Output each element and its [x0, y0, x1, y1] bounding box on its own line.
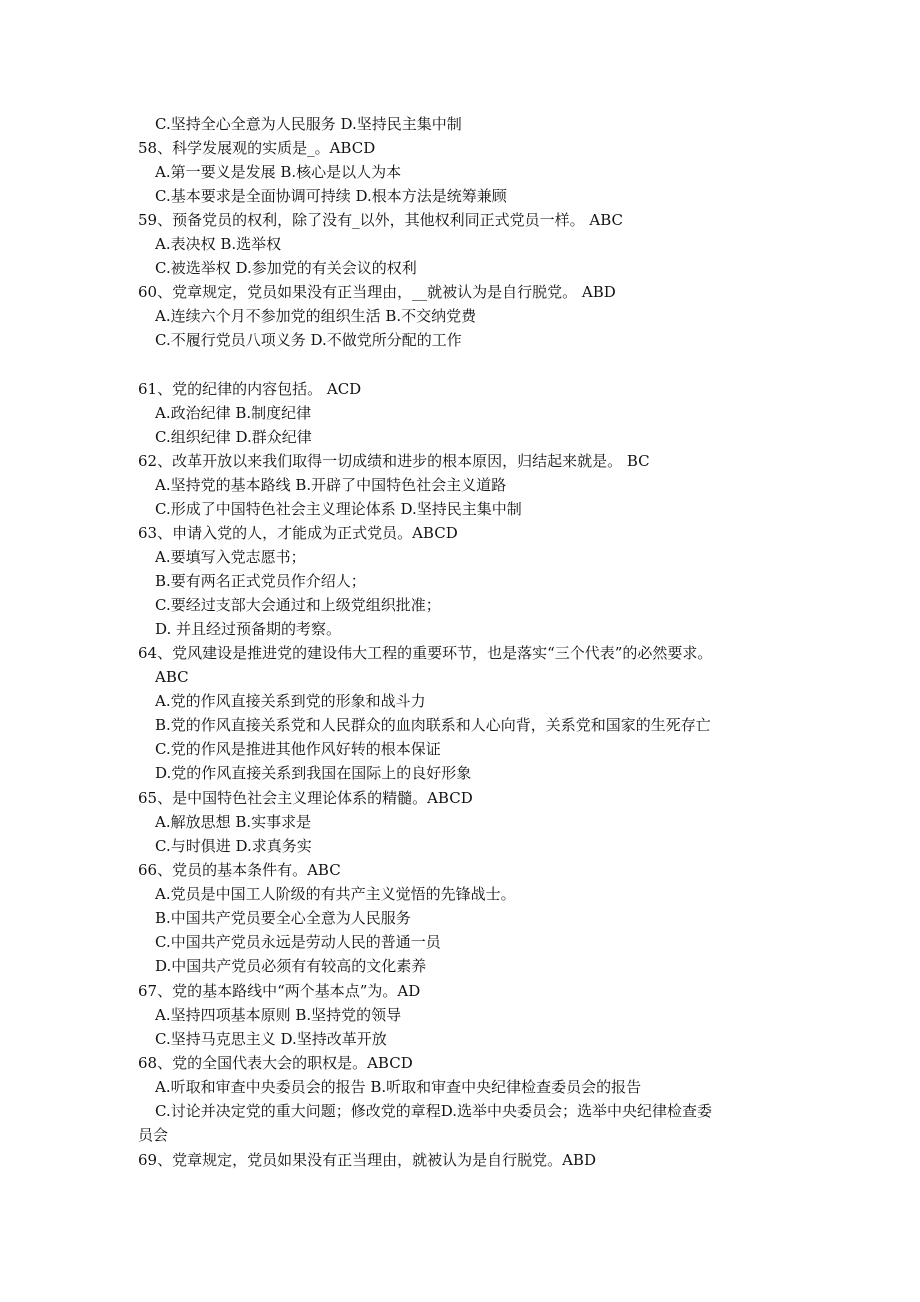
q66-option-c: C.中国共产党员永远是劳动人民的普通一员	[155, 933, 441, 951]
q66-option-b: B.中国共产党员要全心全意为人民服务	[155, 909, 411, 927]
q62-option-ab: A.坚持党的基本路线 B.开辟了中国特色社会主义道路	[155, 476, 507, 494]
q68-option-cd: C.讨论并决定党的重大问题；修改党的章程D.选举中央委员会；选举中央纪律检查委	[155, 1102, 712, 1120]
q59-option-ab: A.表决权 B.选举权	[155, 235, 282, 253]
q65-option-ab: A.解放思想 B.实事求是	[155, 813, 312, 831]
q58-option-cd: C.基本要求是全面协调可持续 D.根本方法是统筹兼顾	[155, 187, 507, 205]
q65-option-cd: C.与时俱进 D.求真务实	[155, 837, 312, 855]
q58-option-ab: A.第一要义是发展 B.核心是以人为本	[155, 163, 402, 181]
q66-option-a: A.党员是中国工人阶级的有共产主义觉悟的先锋战士。	[155, 885, 516, 903]
q69-question: 69、党章规定，党员如果没有正当理由，就被认为是自行脱党。ABD	[138, 1151, 596, 1169]
q61-question: 61、党的纪律的内容包括。 ACD	[138, 380, 362, 398]
q60-option-cd: C.不履行党员八项义务 D.不做党所分配的工作	[155, 331, 462, 349]
q63-option-b: B.要有两名正式党员作介绍人；	[155, 572, 366, 590]
q67-option-cd: C.坚持马克思主义 D.坚持改革开放	[155, 1030, 387, 1048]
q63-option-c: C.要经过支部大会通过和上级党组织批准；	[155, 596, 441, 614]
q67-option-ab: A.坚持四项基本原则 B.坚持党的领导	[155, 1006, 402, 1024]
q64-option-b: B.党的作风直接关系党和人民群众的血肉联系和人心向背，关系党和国家的生死存亡	[155, 716, 711, 734]
q61-option-ab: A.政治纪律 B.制度纪律	[155, 404, 312, 422]
q59-option-cd: C.被选举权 D.参加党的有关会议的权利	[155, 259, 417, 277]
q68-option-ab: A.听取和审查中央委员会的报告 B.听取和审查中央纪律检查委员会的报告	[155, 1078, 642, 1096]
q63-question: 63、申请入党的人，才能成为正式党员。ABCD	[138, 524, 458, 542]
q60-option-ab: A.连续六个月不参加党的组织生活 B.不交纳党费	[155, 307, 477, 325]
q67-question: 67、党的基本路线中“两个基本点”为。AD	[138, 982, 421, 1000]
q64-answer: ABC	[155, 668, 189, 686]
q64-option-d: D.党的作风直接关系到我国在国际上的良好形象	[155, 764, 472, 782]
q58-question: 58、科学发展观的实质是_。ABCD	[138, 139, 376, 157]
q63-option-a: A.要填写入党志愿书；	[155, 548, 306, 566]
q68-question: 68、党的全国代表大会的职权是。ABCD	[138, 1054, 413, 1072]
q57-option-cd: C.坚持全心全意为人民服务 D.坚持民主集中制	[155, 115, 462, 133]
q64-option-c: C.党的作风是推进其他作风好转的根本保证	[155, 740, 441, 758]
q60-question: 60、党章规定，党员如果没有正当理由，__就被认为是自行脱党。 ABD	[138, 283, 616, 301]
q62-option-cd: C.形成了中国特色社会主义理论体系 D.坚持民主集中制	[155, 500, 522, 518]
q61-option-cd: C.组织纪律 D.群众纪律	[155, 428, 312, 446]
q66-question: 66、党员的基本条件有。ABC	[138, 861, 341, 879]
q62-question: 62、改革开放以来我们取得一切成绩和进步的根本原因，归结起来就是。 BC	[138, 452, 650, 470]
q66-option-d: D.中国共产党员必须有有较高的文化素养	[155, 957, 427, 975]
q64-question: 64、党风建设是推进党的建设伟大工程的重要环节，也是落实“三个代表”的必然要求。	[138, 644, 713, 662]
q63-option-d: D. 并且经过预备期的考察。	[155, 620, 342, 638]
q59-question: 59、预备党员的权利，除了没有_以外，其他权利同正式党员一样。 ABC	[138, 211, 623, 229]
q68-option-cd-continued: 员会	[138, 1126, 169, 1144]
q65-question: 65、是中国特色社会主义理论体系的精髓。ABCD	[138, 789, 473, 807]
q64-option-a: A.党的作风直接关系到党的形象和战斗力	[155, 692, 426, 710]
